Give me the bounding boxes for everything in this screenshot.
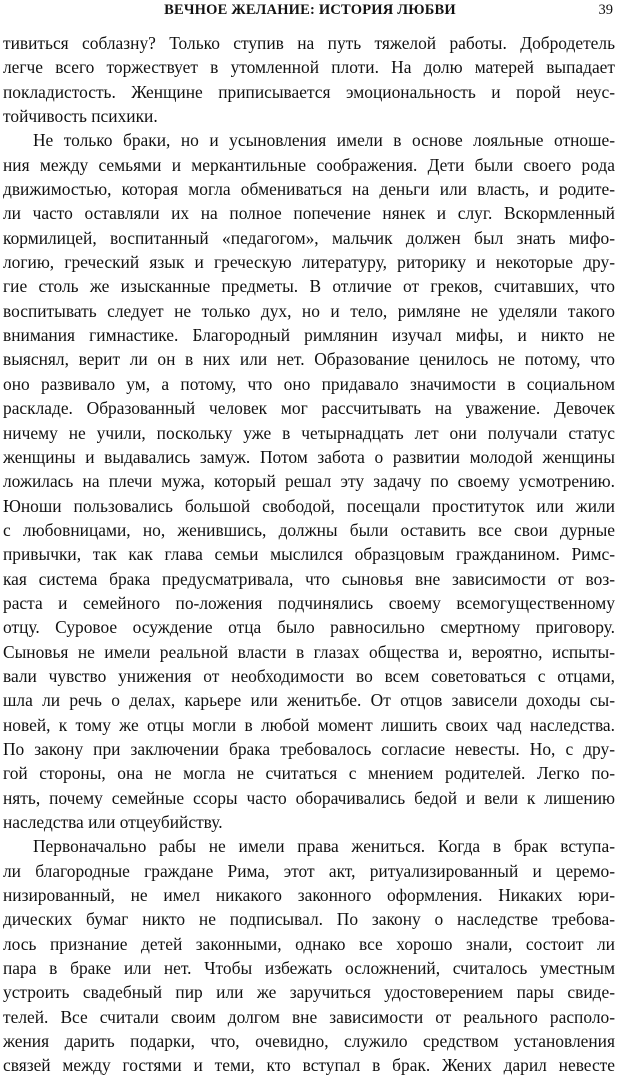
text-line: оно развивало ум, а потому, что оно придавало значимости в социальном [3, 373, 615, 394]
text-line: нять, почему семейные ссоры часто оборачивались бедой и вели к лишению [3, 787, 615, 808]
text-line: кормилицей, воспитанный «педагогом», мальчик должен был знать мифо- [3, 227, 615, 248]
text-line: лось признание детей законными, однако все хорошо знали, состоит ли [3, 933, 615, 954]
text-line: воспитывать следует не только дух, но и тело, римляне не уделяли такого [3, 300, 615, 321]
text-line: движимостью, которая могла обмениваться на деньги или власть, и родите- [3, 179, 615, 200]
text-line: покладистость. Женщине приписывается эмоциональность и порой неус- [3, 81, 615, 102]
text-line: ложилась на плечи мужа, который решал эту задачу по своему усмотрению. [3, 471, 615, 492]
running-title: ВЕЧНОЕ ЖЕЛАНИЕ: ИСТОРИЯ ЛЮБВИ [164, 2, 456, 18]
text-line: По закону при заключении брака требовалось согласие невесты. Но, с дру- [3, 738, 615, 759]
text-line: внимания гимнастике. Благородный римлянин изучал мифы, и никто не [3, 325, 615, 346]
text-line: гие столь же изысканные предметы. В отличие от греков, считавших, что [3, 276, 615, 297]
text-line: вали чувство унижения от необходимости во всем советоваться с отцами, [3, 665, 615, 686]
text-line: Не только браки, но и усыновления имели в основе лояльные отноше- [33, 130, 615, 151]
text-line: логию, греческий язык и греческую литературу, риторику и некоторые дру- [3, 252, 615, 273]
text-line: Сыновья не имели реальной власти в глазах общества и, вероятно, испыты- [3, 641, 615, 662]
text-line: жения дарить подарки, что, очевидно, служило средством установления [3, 1031, 615, 1052]
text-line: раста и семейного по-ложения подчинялись своему всемогущественному [3, 592, 615, 613]
text-line: новей, к тому же отцы могли в любой момент лишить своих чад наследства. [3, 714, 615, 735]
text-line: легче всего торжествует в утомленной плоти. На долю матерей выпадает [3, 57, 615, 78]
page-header [0, 2, 620, 24]
text-line: ничему не учили, поскольку уже в четырнадцать лет они получали статус [3, 422, 615, 443]
page-number: 39 [598, 2, 613, 18]
text-line: отцу. Суровое осуждение отца было равносильно смертному приговору. [3, 617, 615, 638]
text-line: ния между семьями и меркантильные соображения. Дети были своего рода [3, 154, 615, 175]
text-line: гой стороны, она не могла не считаться с мнением родителей. Легко по- [3, 763, 615, 784]
text-line: Первоначально рабы не имели права жениться. Когда в брак вступа- [33, 836, 615, 857]
text-line: телей. Все считали своим долгом вне зависимости от реального располо- [3, 1006, 615, 1027]
text-line: Юноши пользовались большой свободой, посещали проституток или жили [3, 495, 615, 516]
text-line: дических бумаг никто не подписывал. По закону о наследстве требова- [3, 909, 615, 930]
text-line: связей между гостями и теми, кто вступал в брак. Жених дарил невесте [3, 1055, 615, 1076]
text-line: низированный, не имел никакого законного оформления. Никаких юри- [3, 885, 615, 906]
text-line: привычки, так как глава семьи мыслился образцовым гражданином. Римс- [3, 544, 615, 565]
text-line: пара в браке или нет. Чтобы избежать осложнений, считалось уместным [3, 958, 615, 979]
body-text [3, 31, 615, 1078]
text-line: раскладе. Образованный человек мог рассчитывать на уважение. Девочек [3, 398, 615, 419]
text-line: женщины и выдавались замуж. Потом забота о развитии молодой женщины [3, 446, 615, 467]
text-line: тивиться соблазну? Только ступив на путь тяжелой работы. Добродетель [3, 33, 615, 53]
text-line: устроить свадебный пир или же заручиться удостоверением пары свиде- [3, 982, 615, 1003]
text-line: ли благородные граждане Рима, этот акт, ритуализированный и церемо- [3, 860, 615, 881]
text-line: выяснял, верит ли он в них или нет. Образование ценилось не потому, что [3, 349, 615, 370]
text-line: ли часто оставляли их на полное попечение нянек и слуг. Вскормленный [3, 203, 615, 224]
text-line: с любовницами, но, женившись, должны были оставить все свои дурные [3, 519, 615, 540]
text-line: шла ли речь о делах, карьере или женитьбе. От отцов зависели доходы сы- [3, 690, 615, 711]
text-line: кая система брака предусматривала, что сыновья вне зависимости от воз- [3, 568, 615, 589]
text-line: наследства или отцеубийству. [3, 812, 223, 832]
text-line: тойчивость психики. [3, 106, 158, 127]
